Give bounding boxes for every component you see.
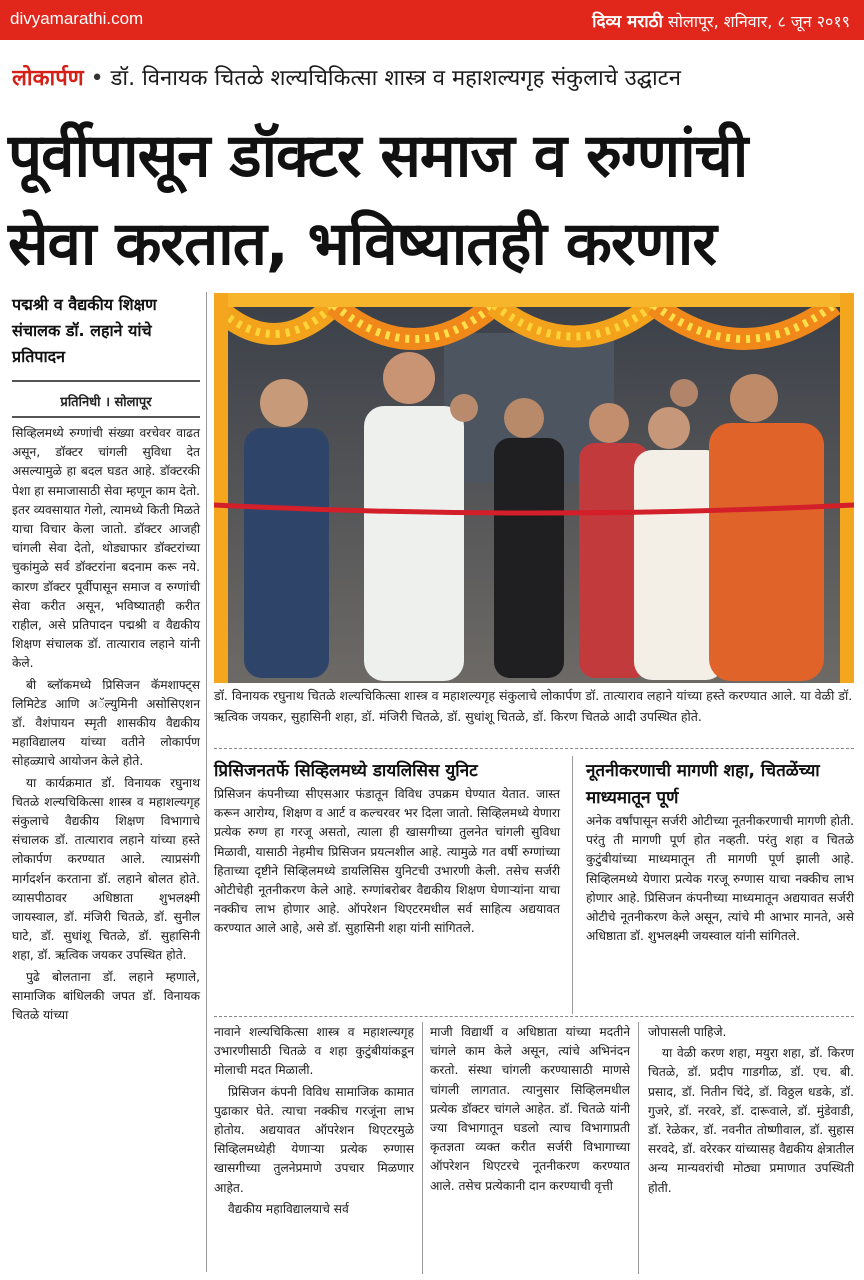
byline: प्रतिनिधी । सोलापूर (12, 388, 200, 418)
paragraph: या वेळी करण शहा, मयुरा शहा, डॉ. किरण चितळे, डॉ. प्रदीप गाडगीळ, डॉ. एच. बी. प्रसाद, डॉ. नितीन चिंदे, डॉ. विठ्ठल धडके, डॉ. गुजरे, डॉ. नरवरे, डॉ. दारूवाले, डॉ. मुंडेवाडी, डॉ. रेळेकर, डॉ. नवनीत तोष्णीवाल, डॉ. सुहास सरवदे, डॉ. वरेरकर यांच्यासह वैद्यकीय क्षेत्रातील अन्य मान्यवरांची मोठ्या प्रमाणात उपस्थिती होती. (648, 1046, 854, 1195)
kicker-text: डॉ. विनायक चितळे शल्यचिकित्सा शास्त्र व महाशल्यगृह संकुलाचे उद्घाटन (110, 66, 681, 91)
paragraph: माजी विद्यार्थी व अधिष्ठाता यांच्या मदतीने चांगले काम केले असून, त्यांचे अभिनंदन करतो. संस्था चांगली करण्यासाठी माणसे चांगली लागतात. त्यानुसार सिव्हिलमधील प्रत्येक डॉक्टर चांगले आहेत. डॉ. चितळे यांनी ज्या विभागातून घडलो त्याच विभागाप्रती कृतज्ञता व्यक्त करीत सर्जरी विभागाच्या ऑपरेशन थिएटरचे नूतनीकरण करण्यात आले. तसेच प्रत्येकानी दान करण्याची वृत्ती (430, 1025, 630, 1193)
row-divider (214, 748, 854, 749)
headline (8, 112, 858, 288)
headline-line-2: सेवा करतात, भविष्यातही करणार (8, 209, 716, 279)
column-divider (638, 1022, 639, 1274)
photo-illustration (214, 293, 854, 683)
paragraph: पुढे बोलताना डॉ. लहाने म्हणाले, सामाजिक बांधिलकी जपत डॉ. विनायक चितळे यांच्या (12, 969, 200, 1023)
dateline: सोलापूर, शनिवार, ८ जून २०१९ (668, 12, 850, 31)
column-divider (572, 756, 573, 1014)
subhead: पद्मश्री व वैद्यकीय शिक्षण संचालक डॉ. लहाने यांचे प्रतिपादन (12, 295, 157, 366)
left-column (12, 292, 200, 1027)
story-title: प्रिसिजनतर्फे सिव्हिलमध्ये डायलिसिस युनिट (214, 761, 478, 781)
column-divider (206, 292, 207, 1272)
masthead-bar (0, 0, 864, 40)
paragraph: सिव्हिलमध्ये रुग्णांची संख्या वरचेवर वाढत असून, डॉक्टर चांगली सुविधा देत असल्यामुळे हा बदल घडत आहे. डॉक्टरकी पेशा हा समाजासाठी सेवा म्हणून काम देतो. इतर व्यवसायात गेलो, त्यामध्ये किती मिळते याचा विचार केला जातो. डॉक्टर आजही चांगली सेवा देतो, थोड्याफार डॉक्टरांच्या चुकांमुळे सर्व डॉक्टरांना बदनाम करू नये. कारण डॉक्टर पूर्वीपासून समाज व रुग्णांची सेवा करीत असून, भविष्यातही करीत राहील, असे प्रतिपादन पद्मश्री व वैद्यकीय शिक्षण संचालक डॉ. तात्याराव लहाने यांनी केले. (12, 426, 200, 671)
headline-line-1: पूर्वीपासून डॉक्टर समाज व रुग्णांची (8, 121, 748, 191)
story-body (214, 785, 560, 939)
bottom-column-3 (648, 1023, 854, 1200)
story-dialysis (214, 758, 560, 941)
paragraph: प्रिसिजन कंपनी विविध सामाजिक कामात पुढाकार घेते. त्याचा नक्कीच गरजूंना लाभ होतोय. अद्ययावत ऑपरेशन थिएटरमुळे सिव्हिलमध्येही येणाऱ्या प्रत्येक रुग्णास खासगीच्या तुलनेप्रमाणे उपचार मिळणार आहेत. (214, 1084, 414, 1195)
ribbon-cutting-photo (214, 293, 854, 683)
kicker (12, 62, 860, 92)
paragraph: नावाने शल्यचिकित्सा शास्त्र व महाशल्यगृह उभारणीसाठी चितळे व शहा कुटुंबीयांकडून मोलाची मदत मिळाली. (214, 1025, 414, 1078)
paragraph: अनेक वर्षांपासून सर्जरी ओटीच्या नूतनीकरणाची मागणी होती. परंतु ती मागणी पूर्ण होत नव्हती. परंतु शहा व चितळे कुटुंबीयांच्या माध्यमातून ती मागणी पूर्ण झाली आहे. सिव्हिलमध्ये येणारा प्रत्येक गरजू रुग्णास याचा नक्कीच लाभ होणार आहे. प्रिसिजन कंपनीच्या माध्यमातून अद्ययावत सर्जरी ओटीचे नूतनीकरण केले असून, त्यांचे मी आभार मानते, असे अधिष्ठाता डॉ. शुभलक्ष्मी जयस्वाल यांनी सांगितले. (586, 814, 854, 944)
kicker-bullet: • (90, 66, 111, 91)
masthead-right (592, 9, 850, 32)
brand-name: दिव्य मराठी (592, 12, 663, 32)
paragraph: वैद्यकीय महाविद्यालयाचे सर्व (228, 1201, 349, 1216)
story-body (586, 812, 854, 946)
divider (12, 380, 200, 382)
site-url[interactable]: divyamarathi.com (10, 9, 144, 28)
bottom-column-1 (214, 1023, 414, 1221)
column-divider (422, 1022, 423, 1274)
bottom-column-2 (430, 1023, 630, 1198)
left-column-body (12, 424, 200, 1025)
paragraph: जोपासली पाहिजे. (648, 1025, 727, 1039)
paragraph: प्रिसिजन कंपनीच्या सीएसआर फंडातून विविध उपक्रम घेण्यात येतात. जास्त करून आरोग्य, शिक्षण व आर्ट व कल्चरवर भर दिला जातो. सिव्हिलमध्ये येणारा प्रत्येक रुग्ण हा गरजू असतो, त्याला ही खासगीच्या तुलनेत चांगली सुविधा मिळावी, यासाठी नेहमीच प्रिसिजन प्रयत्नशील आहे. त्यामुळे गत वर्षी रुग्णांच्या हिताच्या दृष्टीने सिव्हिलमध्ये डायलिसिस युनिटची उभारणी केली. तसेच सर्जरी ओटीचेही नूतनीकरण केले आहे. रुग्णांबरोबर वैद्यकीय शिक्षण घेणाऱ्यांना याचा नक्कीच लाभ होणार आहे. ऑपरेशन थिएटरमधील सर्व साहित्य अद्ययावत करण्यात आले आहे, असे डॉ. सुहासिनी शहा यांनी सांगितले. (214, 787, 560, 936)
paragraph: या कार्यक्रमात डॉ. विनायक रघुनाथ चितळे शल्यचिकित्सा शास्त्र व महाशल्यगृह संकुलाचे वैद्यकीय शिक्षण विभागाचे संचालक डॉ. तात्याराव लहाने यांच्या हस्ते लोकार्पण करण्यात आले. त्याप्रसंगी मार्गदर्शन करताना डॉ. लहाने बोलत होते. व्यासपीठावर अधिष्ठाता शुभलक्ष्मी जायस्वाल, डॉ. मंजिरी चितळे, डॉ. सुनील घाटे, डॉ. सुधांशू चितळे, डॉ. सुहासिनी शहा, डॉ. ऋत्विक जयकर उपस्थित होते. (12, 775, 200, 963)
row-divider (214, 1016, 854, 1017)
paragraph: बी ब्लॉकमध्ये प्रिसिजन कॅमशाफ्ट्स लिमिटेड आणि अॅल्युमिनी असोसिएशन डॉ. वैशंपायन स्मृती शासकीय वैद्यकीय महाविद्यालय यांच्या वतीने लोकार्पण सोहळ्याचे आयोजन केले होते. (12, 677, 200, 769)
kicker-tag: लोकार्पण (12, 66, 84, 91)
photo-caption: डॉ. विनायक रघुनाथ चितळे शल्यचिकित्सा शास्त्र व महाशल्यगृह संकुलाचे लोकार्पण डॉ. तात्याराव लहाने यांच्या हस्ते करण्यात आले. या वेळी डॉ. ऋत्विक जयकर, सुहासिनी शहा, डॉ. मंजिरी चितळे, डॉ. सुधांशू चितळे, डॉ. किरण चितळे आदी उपस्थित होते. (214, 688, 853, 724)
story-renovation (586, 758, 854, 948)
story-title: नूतनीकरणाची मागणी शहा, चितळेंच्या माध्यमातून पूर्ण (586, 761, 820, 808)
